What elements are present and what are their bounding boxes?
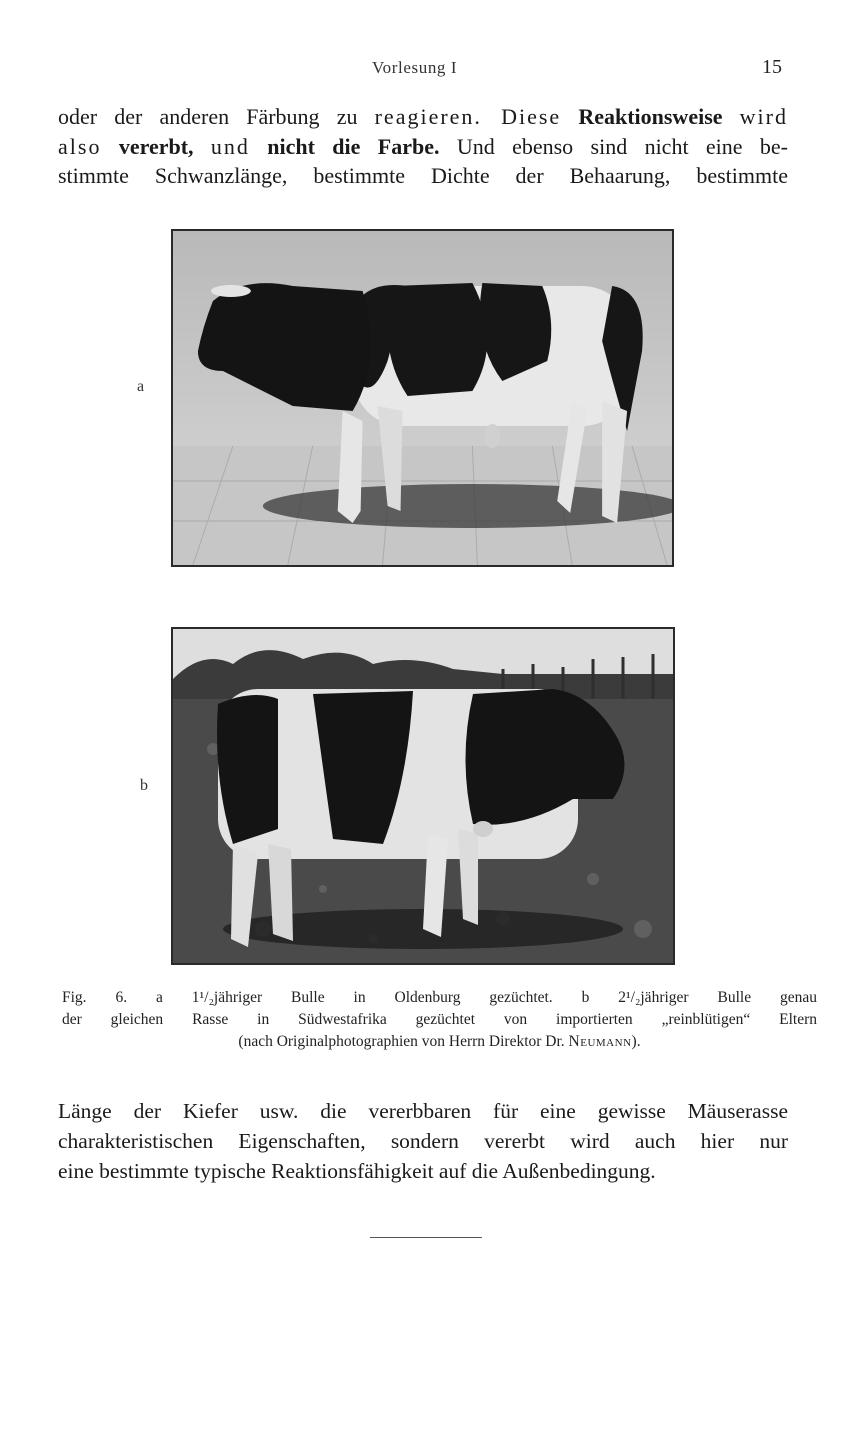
text-run: Und ebenso sind nicht eine be- bbox=[456, 133, 789, 159]
spaced-text: also bbox=[58, 133, 102, 159]
caption-author-name: Neumann bbox=[568, 1033, 632, 1050]
running-title: Vorlesung I bbox=[372, 58, 458, 77]
page-header bbox=[0, 56, 850, 82]
text-run: oder der anderen Färbung zu bbox=[58, 104, 375, 129]
caption-line-3 bbox=[62, 1031, 817, 1053]
figure-caption bbox=[62, 987, 817, 1053]
paragraph-bottom-line-2: charakteristischen Eigenschaften, sondern vererbt wird auch hier nur bbox=[58, 1129, 788, 1153]
bold-term-vererbt: vererbt, bbox=[118, 133, 194, 159]
paragraph-bottom-line-1: Länge der Kiefer usw. die vererbbaren für eine gewisse Mäuserasse bbox=[58, 1099, 788, 1123]
photo-bull-oldenburg bbox=[171, 229, 674, 567]
spaced-text: und bbox=[210, 133, 250, 159]
paragraph-top-line-1 bbox=[58, 102, 788, 132]
photo-bull-suedwestafrika bbox=[171, 627, 675, 965]
bull-a-illustration bbox=[173, 231, 672, 565]
spaced-text: reagieren. Diese bbox=[374, 104, 562, 129]
figure-label-a: a bbox=[137, 378, 145, 395]
caption-line-2: der gleichen Rasse in Südwestafrika gezüchtet von importierten „reinblütigen“ Eltern bbox=[62, 1011, 817, 1028]
caption-line-1: Fig. 6. a 1¹/₂jähriger Bulle in Oldenburg gezüchtet. b 2¹/₂jähriger Bulle genau bbox=[62, 989, 817, 1006]
paragraph-top-line-3: stimmte Schwanzlänge, bestimmte Dichte der Behaarung, bestimmte bbox=[58, 163, 788, 188]
page-number: 15 bbox=[762, 56, 782, 78]
caption-text: (nach Originalphotographien von Herrn Direktor Dr. bbox=[238, 1033, 569, 1050]
section-divider bbox=[370, 1237, 482, 1238]
paragraph-top bbox=[58, 102, 788, 191]
bull-b-illustration bbox=[173, 629, 673, 963]
caption-text: ). bbox=[631, 1033, 641, 1050]
bold-term-nicht-die-farbe: nicht die Farbe. bbox=[267, 133, 440, 159]
paragraph-bottom bbox=[58, 1096, 788, 1186]
paragraph-top-line-2 bbox=[58, 132, 788, 162]
figure-label-b: b bbox=[140, 777, 148, 794]
spaced-text: wird bbox=[739, 104, 788, 129]
bold-term-reaktionsweise: Reaktionsweise bbox=[578, 104, 723, 129]
paragraph-bottom-line-3: eine bestimmte typische Reaktionsfähigkeit auf die Außenbedingung. bbox=[58, 1159, 656, 1183]
